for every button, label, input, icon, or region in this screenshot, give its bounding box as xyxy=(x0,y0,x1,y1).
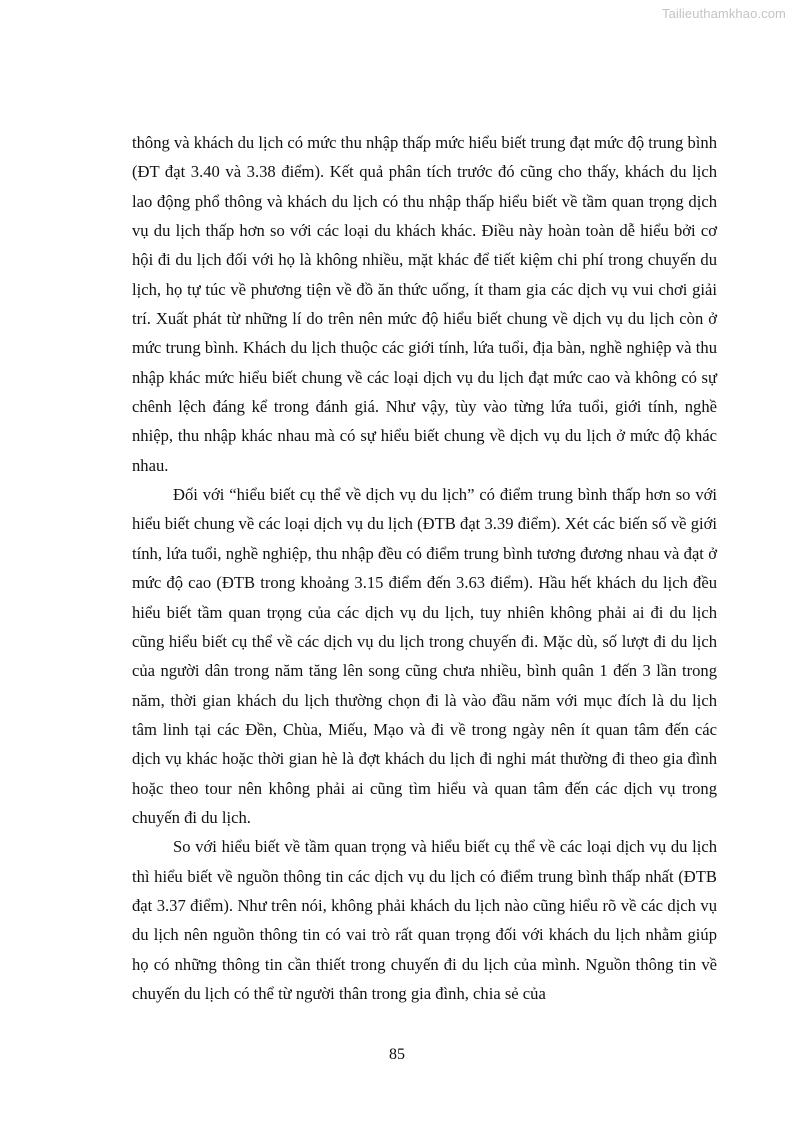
page-number: 85 xyxy=(389,1046,405,1063)
paragraph-information-sources: So với hiểu biết về tầm quan trọng và hiểu biết cụ thể về các loại dịch vụ du lịch thì hiểu biết về nguồn thông tin các dịch vụ du lịch có điểm trung bình thấp nhất (ĐTB đạt 3.37 điểm). Như trên nói, không phải khách du lịch nào cũng hiểu rõ về các dịch vụ du lịch nên nguồn thông tin có vai trò rất quan trọng đối với khách du lịch nhằm giúp họ có những thông tin cần thiết trong chuyến đi du lịch của mình. Nguồn thông tin về chuyến du lịch có thể từ người thân trong gia đình, chia sẻ của xyxy=(132,837,717,1003)
paragraph-specific-knowledge: Đối với “hiểu biết cụ thể về dịch vụ du lịch” có điểm trung bình thấp hơn so với hiểu biết chung về các loại dịch vụ du lịch (ĐTB đạt 3.39 điểm). Xét các biến số về giới tính, lứa tuổi, nghề nghiệp, thu nhập đều có điểm trung bình tương đương nhau và đạt ở mức độ cao (ĐTB trong khoảng 3.15 điểm đến 3.63 điểm). Hầu hết khách du lịch đều hiểu biết tầm quan trọng của các dịch vụ du lịch, tuy nhiên không phải ai đi du lịch cũng hiểu biết cụ thể về các dịch vụ du lịch trong chuyến đi. Mặc dù, số lượt đi du lịch của người dân trong năm tăng lên song cũng chưa nhiều, bình quân 1 đến 3 lần trong năm, thời gian khách du lịch thường chọn đi là vào đầu năm với mục đích là du lịch tâm linh tại các Đền, Chùa, Miếu, Mạo và đi về trong ngày nên ít quan tâm đến các dịch vụ khác hoặc thời gian hè là đợt khách du lịch đi nghi mát thường đi theo gia đình hoặc theo tour nên không phải ai cũng tìm hiểu và quan tâm đến các dịch vụ trong chuyến đi du lịch. xyxy=(132,485,717,827)
watermark: Tailieuthamkhao.com xyxy=(661,6,786,21)
document-body xyxy=(132,128,717,1008)
paragraph-continued: thông và khách du lịch có mức thu nhập thấp mức hiểu biết trung đạt mức độ trung bình (ĐT đạt 3.40 và 3.38 điểm). Kết quả phân tích trước đó cũng cho thấy, khách du lịch lao động phổ thông và khách du lịch có thu nhập thấp hiểu biết về tầm quan trọng dịch vụ du lịch thấp hơn so với các loại du khách khác. Điều này hoàn toàn dễ hiểu bởi cơ hội đi du lịch đối với họ là không nhiều, mặt khác để tiết kiệm chi phí trong chuyến du lịch, họ tự túc về phương tiện về đồ ăn thức uống, ít tham gia các dịch vụ vui chơi giải trí. Xuất phát từ những lí do trên nên mức độ hiểu biết chung về dịch vụ du lịch còn ở mức trung bình. Khách du lịch thuộc các giới tính, lứa tuổi, địa bàn, nghề nghiệp và thu nhập khác mức hiểu biết chung về các loại dịch vụ du lịch đạt mức cao và không có sự chênh lệch đáng kể trong đánh giá. Như vậy, tùy vào từng lứa tuổi, giới tính, nghề nhiệp, thu nhập khác nhau mà có sự hiểu biết chung về dịch vụ du lịch ở mức độ khác nhau. xyxy=(132,133,717,475)
